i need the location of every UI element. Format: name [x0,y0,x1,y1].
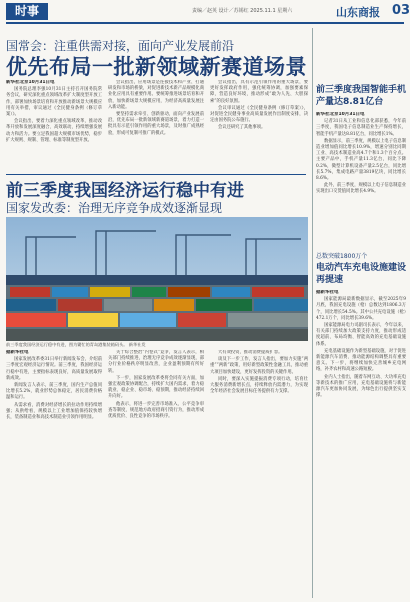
paragraph: 数据显示，前三季度，规模以上电子信息制造业增加值同比增长10.9%，增速分别比同期工业、高技术制造业高4.7个和1.3个百分点。主要产品中，手机产量11.3亿台，同比下降0.2%，微型计算机设备产量2.5亿台，同比增长5.7%，集成电路产量3819亿块，同比增长8.6%。 [316,138,406,182]
paragraph: 国家能源局最新数据显示，截至2025年9月底，我国充电设施（枪）总数达到1806.3万个，同比增长54.5%。其中公共充电设施（枪）472.1万个，同比增长39.6%。 [316,297,406,321]
paragraph: 充电基础设施作为新型基础设施，对于促进新能源汽车消费、推动能源结构调整具有重要意义。下一步，将继续加快完善城乡充电网络，补齐农村和高速公路短板。 [316,348,406,373]
photo-caption: 前三季度我国经济运行稳中有进，图为繁忙的青岛港集装箱码头。 新华社发 [6,342,146,347]
paragraph: 从需求看，消费对经济增长的拉动作用持续增强；从供给看，规模以上工业增加值保持较快增长，装备制造业和高技术制造业引领作用明显。 [6,402,102,421]
paragraph: 此外，前三季度，规模以上电子信息制造业实现出口交货值同比增长4.9%。 [316,183,406,195]
container-port-image [6,217,308,341]
sidebar1-body [316,112,406,246]
paragraph: 业内人士指出，随着车网互动、大功率充电等新技术的推广应用，充电基础设施将与新能源汽车更加协同发展，为绿色出行提供坚实支撑。 [316,374,406,399]
masthead [0,0,410,24]
sidebar2-body [316,290,406,596]
paragraph: 国家能源局电力司副司长表示，今年以来，有关部门持续加大政策支持力度，推动形成适度超前、布局均衡、智能高效的充电基础设施体系。 [316,323,406,347]
paragraph: 要坚持需求牵引、创新驱动，面向产业发展前沿，优先布局一批新领域新赛道场景，着力打造一批具有示范引领作用的重大场景，及时推广成熟经验，形成可复制可推广的模式。 [108,112,204,136]
paragraph: 会议还研究了其他事项。 [218,125,266,131]
sidebar2-kicker: 总数突破1800万个 [316,253,368,260]
story2-column-3 [210,350,308,596]
port-photo [6,217,308,341]
story1-headline: 优先布局一批新领域新赛道场景 [6,55,307,79]
page-number: 03 [392,3,410,18]
paragraph: 会议指出，具有示范引领作用的重大场景，要更好发挥政府作用，强化统筹协调，加强要素保障，营造良好环境，推动形成“敢为人先、大胆探索”的良好氛围。 [210,80,308,104]
column-divider [312,28,313,598]
section-tag: 时事 [6,3,48,20]
page-meta: 责编／赵英 设计／苏锡红 2025.11.1 星期六 [192,8,293,14]
paragraph: 会议指出，应用场景是连接技术和产业、打通研发和市场的桥梁，对促进新技术新产品规模化商业化应用具有重要作用。要统筹推进场景培育和开放，加快新场景大规模应用，为经济高质量发展注入新动能。 [108,80,204,110]
paragraph: 国家发展改革委31日举行新闻发布会，介绍前三季度宏观经济运行情况。前三季度，我国经济运行稳中有进，主要指标表现良好，高质量发展取得新成效。 [6,357,102,381]
paragraph: 同时，要深入实施提振消费专项行动，培育壮大服务消费新增长点，持续释放内需潜力，为实现全年经济社会发展目标任务提供有力支撑。 [210,376,308,395]
story-divider [6,174,306,175]
story1-column-1 [6,80,102,172]
story1-kicker: 国常会：注重供需对接，面向产业发展前沿 [6,39,235,53]
paragraph: 新闻发言人表示，前三季度，国内生产总值同比增长5.2%，就业形势总体稳定，居民消费价格温和运行。 [6,383,102,401]
dateline: 据新华社电 [316,290,339,295]
story2-headline: 国家发改委：治理无序竞争成效逐渐显现 [6,201,223,215]
dateline: 新华社北京10月31日电 [6,80,55,85]
paragraph: 谈及下一步工作，发言人指出，要加力实施“两重”“两新”政策，用好新型政策性金融工具，推动重大项目加快建设，更好发挥投资的关键作用。 [210,357,308,375]
paragraph: 会议审议通过《全民健身条例（修订草案）》，对促进全民健身事业高质量发展作出制度安排，决定由国务院公布施行。 [210,105,308,124]
paragraph: 关于综合整治“内卷式”竞争，发言人表示，相关部门持续推进，治理无序竞争成效逐渐显现，部分行业价格秩序明显改善，企业盈利预期有所好转。 [108,350,204,374]
story2-column-1 [6,350,102,596]
paragraph: 大有效投资，推动消费提质扩容。 [218,350,283,355]
story1-column-3 [210,80,308,172]
story2-kicker: 前三季度我国经济运行稳中有进 [6,181,244,201]
dateline: 新华社北京10月31日电 [316,112,365,117]
story1-column-2 [108,80,204,172]
dateline: 据新华社电 [6,350,29,355]
top-rule [6,22,404,24]
paragraph: 记者31日从工业和信息化部获悉，今年前三季度，我国电子信息制造业生产保持增长，智能手机产量达8.81亿台，同比增长1%。 [316,119,406,137]
sidebar2-headline: 电动汽车充电设施建设再提速 [316,263,407,285]
newspaper-name: 山东商报 [336,6,380,19]
paragraph: 下一步，国家发展改革委将会同有关方面，加强宏观政策协调配合，持续扩大国内需求，着力稳就业、稳企业、稳市场、稳预期，推动经济持续回升向好。 [108,375,204,400]
sidebar1-headline: 前三季度我国智能手机产量达8.81亿台 [316,85,407,107]
paragraph: 他表示，将进一步完善市场准入、公平竞争审查等制度，规范地方政府招商引资行为，推动形成优质优价、良性竞争的市场秩序。 [108,401,204,420]
paragraph: 国务院总理李强10月31日主持召开国务院常务会议，研究深化重点领域改革扩大制度型开放工作，部署加快场景培育和开放推动新场景大规模应用有关举措，审议通过《全民健身条例（修订草案）》。 [6,87,102,118]
story2-column-2 [108,350,204,596]
paragraph: 会议指出，要着力深化重点领域改革，推动改革开放和发展深度融合、高效联动，持续增强发展动力和活力。要立足我国超大规模市场优势，稳步扩大规则、规制、管理、标准等制度型开放。 [6,119,102,143]
